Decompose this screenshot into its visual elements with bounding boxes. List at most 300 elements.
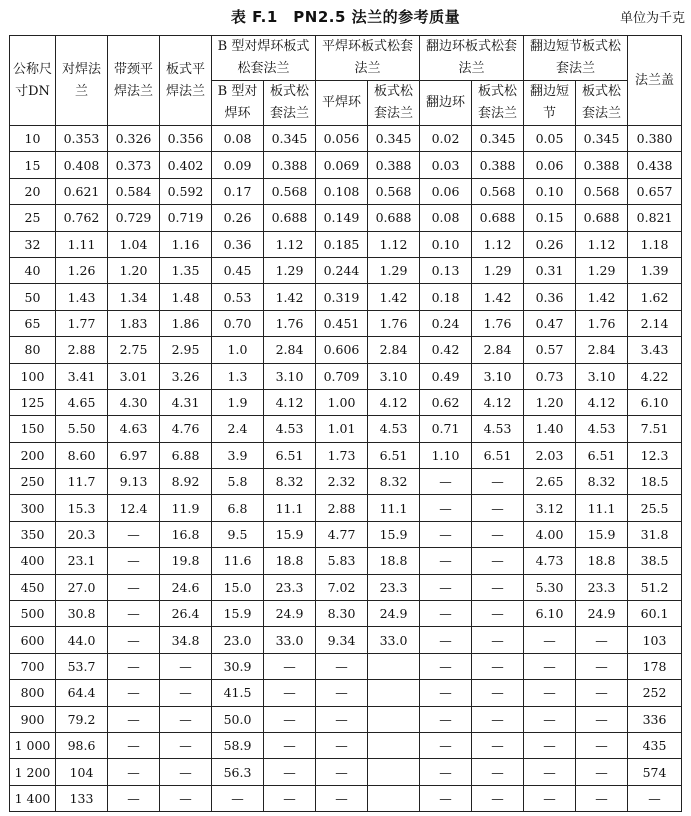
mass-cell: 0.709 — [316, 363, 368, 389]
mass-cell: — — [108, 759, 160, 785]
mass-cell: — — [472, 785, 524, 811]
mass-cell: 0.388 — [264, 152, 316, 178]
table-row — [10, 363, 682, 389]
mass-cell: 4.73 — [524, 548, 576, 574]
dn-cell: 1 400 — [10, 785, 56, 811]
mass-cell: 0.06 — [420, 178, 472, 204]
mass-cell: 15.9 — [212, 601, 264, 627]
mass-cell: 60.1 — [628, 601, 682, 627]
mass-cell: 3.10 — [576, 363, 628, 389]
mass-cell — [368, 732, 420, 758]
table-row — [10, 706, 682, 732]
header-b-ring: B 型对焊环 — [212, 81, 264, 126]
mass-cell: — — [108, 653, 160, 679]
mass-cell: 0.03 — [420, 152, 472, 178]
mass-cell: 1.16 — [160, 231, 212, 257]
mass-cell: 1.11 — [56, 231, 108, 257]
mass-cell: 8.92 — [160, 469, 212, 495]
mass-cell: 0.244 — [316, 257, 368, 283]
dn-cell: 100 — [10, 363, 56, 389]
mass-cell: 5.8 — [212, 469, 264, 495]
mass-cell: 0.592 — [160, 178, 212, 204]
mass-cell: — — [576, 706, 628, 732]
mass-cell: — — [472, 680, 524, 706]
mass-cell: 1.0 — [212, 337, 264, 363]
mass-cell: 0.388 — [576, 152, 628, 178]
mass-cell: 0.31 — [524, 257, 576, 283]
mass-cell: — — [420, 680, 472, 706]
mass-cell: 4.22 — [628, 363, 682, 389]
mass-cell: 0.185 — [316, 231, 368, 257]
mass-cell: 1.3 — [212, 363, 264, 389]
mass-cell: 2.4 — [212, 416, 264, 442]
mass-cell: 0.688 — [472, 205, 524, 231]
mass-cell: — — [472, 469, 524, 495]
mass-cell: 0.606 — [316, 337, 368, 363]
table-row — [10, 627, 682, 653]
mass-cell: 0.18 — [420, 284, 472, 310]
dn-cell: 700 — [10, 653, 56, 679]
table-row — [10, 495, 682, 521]
mass-cell: 6.51 — [264, 442, 316, 468]
mass-cell: 336 — [628, 706, 682, 732]
mass-cell: 6.51 — [576, 442, 628, 468]
mass-cell: 0.13 — [420, 257, 472, 283]
mass-cell: — — [472, 627, 524, 653]
mass-cell: 15.9 — [576, 521, 628, 547]
mass-cell: 1.12 — [576, 231, 628, 257]
mass-cell: 1.76 — [368, 310, 420, 336]
mass-cell: 6.97 — [108, 442, 160, 468]
mass-cell: 4.65 — [56, 389, 108, 415]
mass-cell: — — [524, 732, 576, 758]
mass-cell: 4.53 — [472, 416, 524, 442]
mass-cell: 1.42 — [472, 284, 524, 310]
mass-cell: 1.12 — [264, 231, 316, 257]
mass-cell: 2.03 — [524, 442, 576, 468]
dn-cell: 300 — [10, 495, 56, 521]
mass-cell: 15.9 — [368, 521, 420, 547]
mass-cell — [368, 680, 420, 706]
mass-cell: 0.15 — [524, 205, 576, 231]
mass-cell: 19.8 — [160, 548, 212, 574]
mass-cell: 1.29 — [576, 257, 628, 283]
mass-cell: 9.34 — [316, 627, 368, 653]
mass-cell: 1.12 — [368, 231, 420, 257]
mass-cell: 0.621 — [56, 178, 108, 204]
mass-cell: — — [264, 759, 316, 785]
mass-cell: 1.39 — [628, 257, 682, 283]
dn-cell: 150 — [10, 416, 56, 442]
mass-cell: — — [316, 653, 368, 679]
mass-cell: 23.3 — [264, 574, 316, 600]
mass-cell: 4.53 — [576, 416, 628, 442]
table-row — [10, 178, 682, 204]
mass-cell: 0.657 — [628, 178, 682, 204]
mass-cell: 0.688 — [264, 205, 316, 231]
dn-cell: 20 — [10, 178, 56, 204]
header-flat-plate: 板式松套法兰 — [368, 81, 420, 126]
mass-cell: 0.26 — [524, 231, 576, 257]
mass-cell: 0.568 — [368, 178, 420, 204]
mass-cell: 1.76 — [472, 310, 524, 336]
mass-cell: 4.76 — [160, 416, 212, 442]
dn-cell: 15 — [10, 152, 56, 178]
mass-cell: 1.48 — [160, 284, 212, 310]
mass-cell: 0.388 — [368, 152, 420, 178]
mass-cell: 0.345 — [472, 126, 524, 152]
mass-cell: 0.08 — [420, 205, 472, 231]
mass-cell: — — [420, 521, 472, 547]
mass-cell: 15.9 — [264, 521, 316, 547]
mass-cell: 11.1 — [368, 495, 420, 521]
dn-cell: 1 000 — [10, 732, 56, 758]
mass-cell: 0.729 — [108, 205, 160, 231]
mass-cell: 24.9 — [264, 601, 316, 627]
mass-cell: 24.9 — [368, 601, 420, 627]
dn-cell: 900 — [10, 706, 56, 732]
header-flat-ring: 平焊环 — [316, 81, 368, 126]
header-b-plate: 板式松套法兰 — [264, 81, 316, 126]
mass-cell: — — [576, 732, 628, 758]
mass-cell: 4.31 — [160, 389, 212, 415]
mass-cell: — — [472, 601, 524, 627]
mass-cell: 23.0 — [212, 627, 264, 653]
mass-cell: 33.0 — [368, 627, 420, 653]
table-row — [10, 231, 682, 257]
mass-cell: 2.84 — [368, 337, 420, 363]
mass-cell: 3.41 — [56, 363, 108, 389]
mass-cell: 3.10 — [264, 363, 316, 389]
header-stub-plate: 板式松套法兰 — [576, 81, 628, 126]
mass-cell: — — [264, 732, 316, 758]
mass-cell — [368, 759, 420, 785]
mass-cell: 8.32 — [368, 469, 420, 495]
mass-cell: 0.36 — [212, 231, 264, 257]
dn-cell: 125 — [10, 389, 56, 415]
table-row — [10, 126, 682, 152]
mass-cell: 51.2 — [628, 574, 682, 600]
mass-cell: 4.12 — [368, 389, 420, 415]
mass-cell: 178 — [628, 653, 682, 679]
mass-cell: 0.451 — [316, 310, 368, 336]
mass-cell: 0.45 — [212, 257, 264, 283]
mass-cell: 2.84 — [472, 337, 524, 363]
mass-cell: 1.83 — [108, 310, 160, 336]
header-lap-plate: 板式松套法兰 — [472, 81, 524, 126]
table-row — [10, 152, 682, 178]
table-row — [10, 205, 682, 231]
mass-cell: 0.438 — [628, 152, 682, 178]
mass-cell: 1.04 — [108, 231, 160, 257]
mass-cell: 1.73 — [316, 442, 368, 468]
table-row — [10, 785, 682, 811]
mass-cell: — — [160, 785, 212, 811]
mass-cell: 0.345 — [264, 126, 316, 152]
mass-cell: 6.51 — [368, 442, 420, 468]
mass-cell: — — [420, 706, 472, 732]
table-row — [10, 416, 682, 442]
mass-cell: 1.18 — [628, 231, 682, 257]
dn-cell: 350 — [10, 521, 56, 547]
mass-cell: 4.30 — [108, 389, 160, 415]
mass-cell: 3.12 — [524, 495, 576, 521]
mass-cell: 0.24 — [420, 310, 472, 336]
mass-cell: — — [420, 627, 472, 653]
mass-cell: 31.8 — [628, 521, 682, 547]
mass-cell: 1.20 — [108, 257, 160, 283]
mass-cell: — — [472, 653, 524, 679]
mass-cell: 0.09 — [212, 152, 264, 178]
mass-cell: 44.0 — [56, 627, 108, 653]
dn-cell: 200 — [10, 442, 56, 468]
mass-cell: 18.8 — [264, 548, 316, 574]
mass-cell: 5.50 — [56, 416, 108, 442]
table-row — [10, 732, 682, 758]
mass-cell: 6.10 — [628, 389, 682, 415]
mass-cell: 1.43 — [56, 284, 108, 310]
mass-cell: 3.01 — [108, 363, 160, 389]
mass-cell: 6.88 — [160, 442, 212, 468]
mass-cell: 2.32 — [316, 469, 368, 495]
mass-cell: — — [576, 653, 628, 679]
mass-cell: 0.568 — [576, 178, 628, 204]
mass-cell: — — [472, 574, 524, 600]
mass-cell: 4.12 — [472, 389, 524, 415]
mass-cell: 23.3 — [576, 574, 628, 600]
header-blind: 法兰盖 — [628, 36, 682, 126]
mass-cell: — — [472, 495, 524, 521]
mass-cell: — — [576, 785, 628, 811]
mass-cell: 133 — [56, 785, 108, 811]
mass-cell: 2.75 — [108, 337, 160, 363]
header-slip-on-hub: 带颈平焊法兰 — [108, 36, 160, 126]
mass-cell: 0.345 — [576, 126, 628, 152]
mass-cell: — — [316, 759, 368, 785]
mass-cell: 0.356 — [160, 126, 212, 152]
mass-cell: 11.9 — [160, 495, 212, 521]
table-title: 表 F.1 PN2.5 法兰的参考质量 — [230, 8, 461, 26]
mass-cell: 8.32 — [264, 469, 316, 495]
mass-cell: — — [316, 785, 368, 811]
mass-cell: 0.149 — [316, 205, 368, 231]
mass-cell: 2.84 — [576, 337, 628, 363]
table-row — [10, 548, 682, 574]
mass-cell: 12.3 — [628, 442, 682, 468]
mass-cell: 0.719 — [160, 205, 212, 231]
mass-cell: 0.326 — [108, 126, 160, 152]
mass-cell: 1.42 — [264, 284, 316, 310]
table-row — [10, 469, 682, 495]
mass-cell: 58.9 — [212, 732, 264, 758]
mass-cell: 9.5 — [212, 521, 264, 547]
flange-mass-table — [9, 35, 682, 812]
mass-cell: 50.0 — [212, 706, 264, 732]
mass-cell: — — [420, 495, 472, 521]
mass-cell: — — [576, 680, 628, 706]
mass-cell: 0.36 — [524, 284, 576, 310]
mass-cell: 6.51 — [472, 442, 524, 468]
mass-cell: 103 — [628, 627, 682, 653]
mass-cell: 15.3 — [56, 495, 108, 521]
dn-cell: 65 — [10, 310, 56, 336]
mass-cell: — — [472, 732, 524, 758]
mass-cell: 1.35 — [160, 257, 212, 283]
mass-cell: 38.5 — [628, 548, 682, 574]
mass-cell: 0.53 — [212, 284, 264, 310]
mass-cell: 1.00 — [316, 389, 368, 415]
dn-cell: 50 — [10, 284, 56, 310]
mass-cell: 0.10 — [524, 178, 576, 204]
mass-cell: 4.77 — [316, 521, 368, 547]
header-group-b: B 型对焊环板式松套法兰 — [212, 36, 316, 81]
table-row — [10, 574, 682, 600]
table-body — [10, 126, 682, 812]
mass-cell: — — [576, 627, 628, 653]
mass-cell: — — [420, 785, 472, 811]
mass-cell: — — [524, 759, 576, 785]
mass-cell: 6.10 — [524, 601, 576, 627]
mass-cell: — — [212, 785, 264, 811]
header-group-stub: 翻边短节板式松套法兰 — [524, 36, 628, 81]
mass-cell: 30.9 — [212, 653, 264, 679]
mass-cell: 1.12 — [472, 231, 524, 257]
dn-cell: 600 — [10, 627, 56, 653]
mass-cell: — — [316, 706, 368, 732]
mass-cell: 11.6 — [212, 548, 264, 574]
mass-cell: 0.26 — [212, 205, 264, 231]
table-row — [10, 759, 682, 785]
mass-cell: 8.60 — [56, 442, 108, 468]
mass-cell: 2.88 — [56, 337, 108, 363]
mass-cell: 33.0 — [264, 627, 316, 653]
mass-cell: 0.568 — [472, 178, 524, 204]
mass-cell: 0.02 — [420, 126, 472, 152]
mass-cell: — — [420, 548, 472, 574]
mass-cell: 0.57 — [524, 337, 576, 363]
mass-cell: — — [576, 759, 628, 785]
mass-cell: 1.26 — [56, 257, 108, 283]
mass-cell: 12.4 — [108, 495, 160, 521]
mass-cell: 2.14 — [628, 310, 682, 336]
title-bar — [0, 0, 691, 30]
mass-cell: 574 — [628, 759, 682, 785]
mass-cell: 0.373 — [108, 152, 160, 178]
dn-cell: 250 — [10, 469, 56, 495]
mass-cell: 0.380 — [628, 126, 682, 152]
mass-cell: — — [108, 521, 160, 547]
mass-cell: 1.34 — [108, 284, 160, 310]
mass-cell: 0.17 — [212, 178, 264, 204]
mass-cell: 1.76 — [264, 310, 316, 336]
mass-cell: 0.688 — [368, 205, 420, 231]
mass-cell: 1.42 — [368, 284, 420, 310]
mass-cell: 34.8 — [160, 627, 212, 653]
header-plate: 板式平焊法兰 — [160, 36, 212, 126]
mass-cell: — — [264, 785, 316, 811]
mass-cell: 4.12 — [264, 389, 316, 415]
header-dn: 公称尺寸DN — [10, 36, 56, 126]
mass-cell: 0.08 — [212, 126, 264, 152]
mass-cell: 3.26 — [160, 363, 212, 389]
mass-cell: 4.53 — [368, 416, 420, 442]
mass-cell: 15.0 — [212, 574, 264, 600]
mass-cell: 0.821 — [628, 205, 682, 231]
table-row — [10, 284, 682, 310]
table-row — [10, 680, 682, 706]
mass-cell: 3.10 — [472, 363, 524, 389]
mass-cell: 1.40 — [524, 416, 576, 442]
mass-cell: — — [108, 680, 160, 706]
mass-cell: 0.06 — [524, 152, 576, 178]
mass-cell: 1.9 — [212, 389, 264, 415]
mass-cell: — — [264, 653, 316, 679]
mass-cell: — — [160, 680, 212, 706]
mass-cell: — — [108, 627, 160, 653]
mass-cell: 24.6 — [160, 574, 212, 600]
mass-cell: — — [160, 759, 212, 785]
table-row — [10, 653, 682, 679]
mass-cell: 252 — [628, 680, 682, 706]
mass-cell — [368, 653, 420, 679]
mass-cell: 11.1 — [264, 495, 316, 521]
mass-cell: 0.108 — [316, 178, 368, 204]
mass-cell: 18.8 — [368, 548, 420, 574]
mass-cell: 23.3 — [368, 574, 420, 600]
mass-cell: — — [160, 653, 212, 679]
mass-cell: 0.568 — [264, 178, 316, 204]
table-row — [10, 601, 682, 627]
mass-cell: 23.1 — [56, 548, 108, 574]
table-row — [10, 257, 682, 283]
mass-cell: — — [160, 706, 212, 732]
mass-cell: 9.13 — [108, 469, 160, 495]
table-row — [10, 442, 682, 468]
mass-cell: — — [524, 680, 576, 706]
mass-cell: 11.1 — [576, 495, 628, 521]
mass-cell — [368, 706, 420, 732]
mass-cell: 4.63 — [108, 416, 160, 442]
dn-cell: 800 — [10, 680, 56, 706]
mass-cell: 0.345 — [368, 126, 420, 152]
mass-cell: — — [420, 759, 472, 785]
mass-cell: — — [524, 706, 576, 732]
mass-cell: 2.88 — [316, 495, 368, 521]
mass-cell: — — [420, 732, 472, 758]
table-row — [10, 389, 682, 415]
table-row — [10, 521, 682, 547]
mass-cell: 27.0 — [56, 574, 108, 600]
mass-cell: 56.3 — [212, 759, 264, 785]
mass-cell: — — [420, 601, 472, 627]
mass-cell: — — [420, 574, 472, 600]
mass-cell: 8.32 — [576, 469, 628, 495]
mass-cell: 6.8 — [212, 495, 264, 521]
mass-cell: 1.29 — [368, 257, 420, 283]
header-group-lap: 翻边环板式松套法兰 — [420, 36, 524, 81]
mass-cell: — — [316, 680, 368, 706]
dn-cell: 450 — [10, 574, 56, 600]
mass-cell: 4.00 — [524, 521, 576, 547]
dn-cell: 40 — [10, 257, 56, 283]
mass-cell: 79.2 — [56, 706, 108, 732]
unit-label: 单位为千克 — [619, 11, 685, 26]
mass-cell: 5.83 — [316, 548, 368, 574]
mass-cell: 8.30 — [316, 601, 368, 627]
mass-cell: 1.77 — [56, 310, 108, 336]
mass-cell: 0.47 — [524, 310, 576, 336]
mass-cell: 7.02 — [316, 574, 368, 600]
